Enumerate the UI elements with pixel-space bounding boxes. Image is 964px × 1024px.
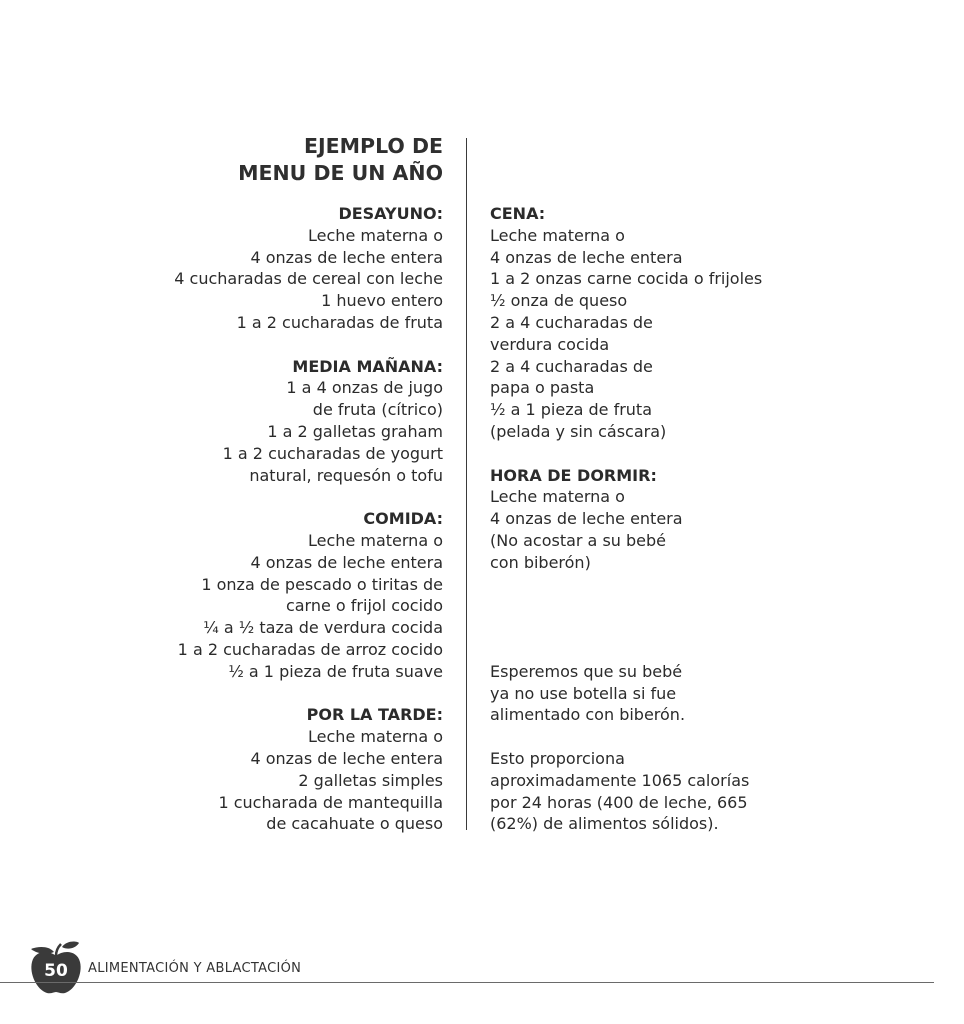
menu-line: 4 onzas de leche entera xyxy=(490,509,683,529)
menu-line: 4 onzas de leche entera xyxy=(250,247,443,267)
section-heading: COMIDA: xyxy=(363,509,443,529)
menu-line: 1 cucharada de mantequilla xyxy=(218,792,443,812)
section-heading: CENA: xyxy=(490,204,546,223)
menu-line: Leche materna o xyxy=(490,487,625,507)
menu-line: 1 a 2 cucharadas de yogurt xyxy=(222,443,443,463)
menu-line: Esperemos que su bebé xyxy=(490,661,683,681)
menu-line: Leche materna o xyxy=(308,727,443,747)
title-line-1: EJEMPLO DE xyxy=(304,134,443,158)
menu-line: verdura cocida xyxy=(490,334,610,354)
menu-line: ¼ a ½ taza de verdura cocida xyxy=(203,618,443,638)
menu-line: ½ onza de queso xyxy=(490,291,628,311)
menu-line: 2 a 4 cucharadas de xyxy=(490,312,653,332)
menu-line: (pelada y sin cáscara) xyxy=(490,421,667,441)
menu-line: de fruta (cítrico) xyxy=(312,400,443,420)
menu-line: ya no use botella si fue xyxy=(490,683,677,703)
menu-line: de cacahuate o queso xyxy=(266,814,443,834)
page-number: 50 xyxy=(44,961,68,981)
menu-line: 1 a 4 onzas de jugo xyxy=(286,378,443,398)
menu-line: natural, requesón o tofu xyxy=(249,465,443,485)
menu-line: alimentado con biberón. xyxy=(490,705,686,725)
menu-line: papa o pasta xyxy=(490,378,595,398)
menu-line: por 24 horas (400 de leche, 665 xyxy=(490,792,748,812)
section-title: ALIMENTACIÓN Y ABLACTACIÓN xyxy=(88,961,302,976)
spacer xyxy=(174,683,443,705)
menu-line: ½ a 1 pieza de fruta xyxy=(490,400,652,420)
title-line-2: MENU DE UN AÑO xyxy=(238,161,443,185)
menu-line: 1 a 2 galletas graham xyxy=(267,421,443,441)
footer-rule xyxy=(0,982,934,983)
menu-line: 1 a 2 cucharadas de arroz cocido xyxy=(177,639,443,659)
menu-line: aproximadamente 1065 calorías xyxy=(490,770,750,790)
spacer xyxy=(174,334,443,356)
menu-line: carne o frijol cocido xyxy=(285,596,443,616)
menu-line: 4 cucharadas de cereal con leche xyxy=(174,269,443,289)
spacer xyxy=(490,639,762,661)
left-column xyxy=(174,203,443,835)
column-divider xyxy=(466,138,467,830)
menu-line: Leche materna o xyxy=(490,225,625,245)
page-title xyxy=(238,133,443,187)
spacer xyxy=(490,617,762,639)
menu-line: Leche materna o xyxy=(308,530,443,550)
spacer xyxy=(490,443,762,465)
right-column xyxy=(490,203,762,835)
menu-line: Esto proporciona xyxy=(490,748,625,768)
menu-line: ½ a 1 pieza de fruta suave xyxy=(228,661,443,681)
menu-line: 1 a 2 cucharadas de fruta xyxy=(236,312,443,332)
menu-line: (No acostar a su bebé xyxy=(490,530,667,550)
section-heading: HORA DE DORMIR: xyxy=(490,465,657,485)
spacer xyxy=(490,574,762,596)
menu-line: 1 a 2 onzas carne cocida o frijoles xyxy=(490,269,763,289)
menu-line: 2 galletas simples xyxy=(298,770,443,790)
menu-line: 4 onzas de leche entera xyxy=(250,552,443,572)
menu-line: 1 onza de pescado o tiritas de xyxy=(201,574,443,594)
section-heading: MEDIA MAÑANA: xyxy=(292,356,443,376)
spacer xyxy=(174,486,443,508)
menu-line: 4 onzas de leche entera xyxy=(490,247,683,267)
menu-line: con biberón) xyxy=(490,552,591,572)
menu-line: 2 a 4 cucharadas de xyxy=(490,356,653,376)
spacer xyxy=(490,595,762,617)
spacer xyxy=(490,726,762,748)
menu-line: 4 onzas de leche entera xyxy=(250,748,443,768)
menu-line: 1 huevo entero xyxy=(321,291,443,311)
section-heading: DESAYUNO: xyxy=(338,204,443,223)
menu-line: Leche materna o xyxy=(308,225,443,245)
section-heading: POR LA TARDE: xyxy=(306,705,443,725)
menu-line: (62%) de alimentos sólidos). xyxy=(490,814,719,834)
